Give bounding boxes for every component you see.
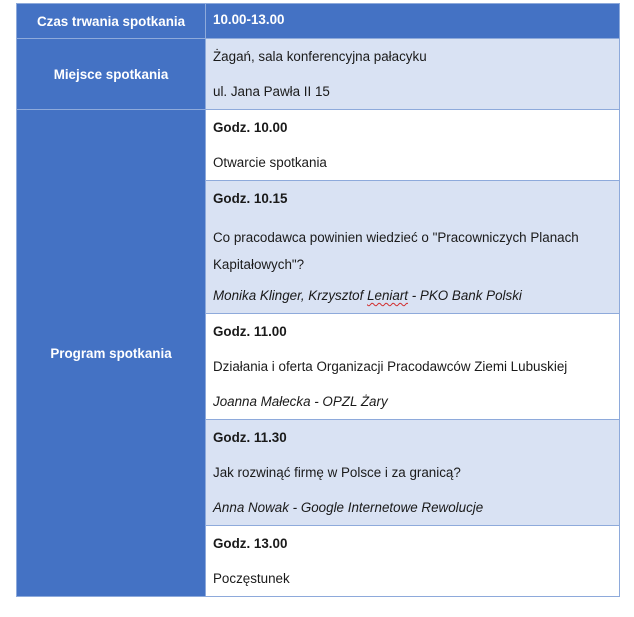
location-value-cell: [206, 39, 620, 110]
program-label: Program spotkania: [17, 110, 206, 597]
program-item: [206, 181, 620, 314]
program-speaker: Joanna Małecka - OPZL Żary: [213, 394, 388, 409]
program-speaker: Anna Nowak - Google Internetowe Rewolucje: [213, 500, 484, 515]
program-time: Godz. 11.00: [213, 324, 287, 339]
speaker-organization: - PKO Bank Polski: [408, 288, 522, 303]
program-row-1: [17, 110, 620, 181]
duration-label: Czas trwania spotkania: [17, 4, 206, 39]
location-row: [17, 39, 620, 110]
program-item: [206, 110, 620, 181]
program-time: Godz. 11.30: [213, 430, 287, 445]
location-label: Miejsce spotkania: [17, 39, 206, 110]
program-item: [206, 314, 620, 420]
meeting-agenda-table: [16, 3, 620, 597]
spellcheck-flagged-word: Leniart: [367, 288, 409, 303]
speaker-names: Monika Klinger, Krzysztof: [213, 288, 368, 303]
program-time: Godz. 13.00: [213, 536, 288, 551]
program-time: Godz. 10.00: [213, 120, 288, 135]
program-title: Poczęstunek: [213, 571, 290, 586]
program-speaker: [206, 278, 619, 313]
program-item: [206, 526, 620, 597]
location-line-1: Żagań, sala konferencyjna pałacyku: [213, 49, 427, 64]
program-title-line-2: Kapitałowych"?: [213, 257, 305, 272]
duration-value-cell: [206, 4, 620, 39]
program-title-line-1: Co pracodawca powinien wiedzieć o "Pracowniczych Planach: [213, 230, 579, 245]
program-item: [206, 420, 620, 526]
duration-value: 10.00-13.00: [213, 12, 285, 27]
program-time: Godz. 10.15: [213, 191, 288, 206]
duration-row: [17, 4, 620, 39]
program-title: Jak rozwinąć firmę w Polsce i za granicą?: [213, 465, 461, 480]
program-title: Działania i oferta Organizacji Pracodawców Ziemi Lubuskiej: [213, 359, 568, 374]
location-line-2: ul. Jana Pawła II 15: [213, 84, 330, 99]
program-title: Otwarcie spotkania: [213, 155, 327, 170]
